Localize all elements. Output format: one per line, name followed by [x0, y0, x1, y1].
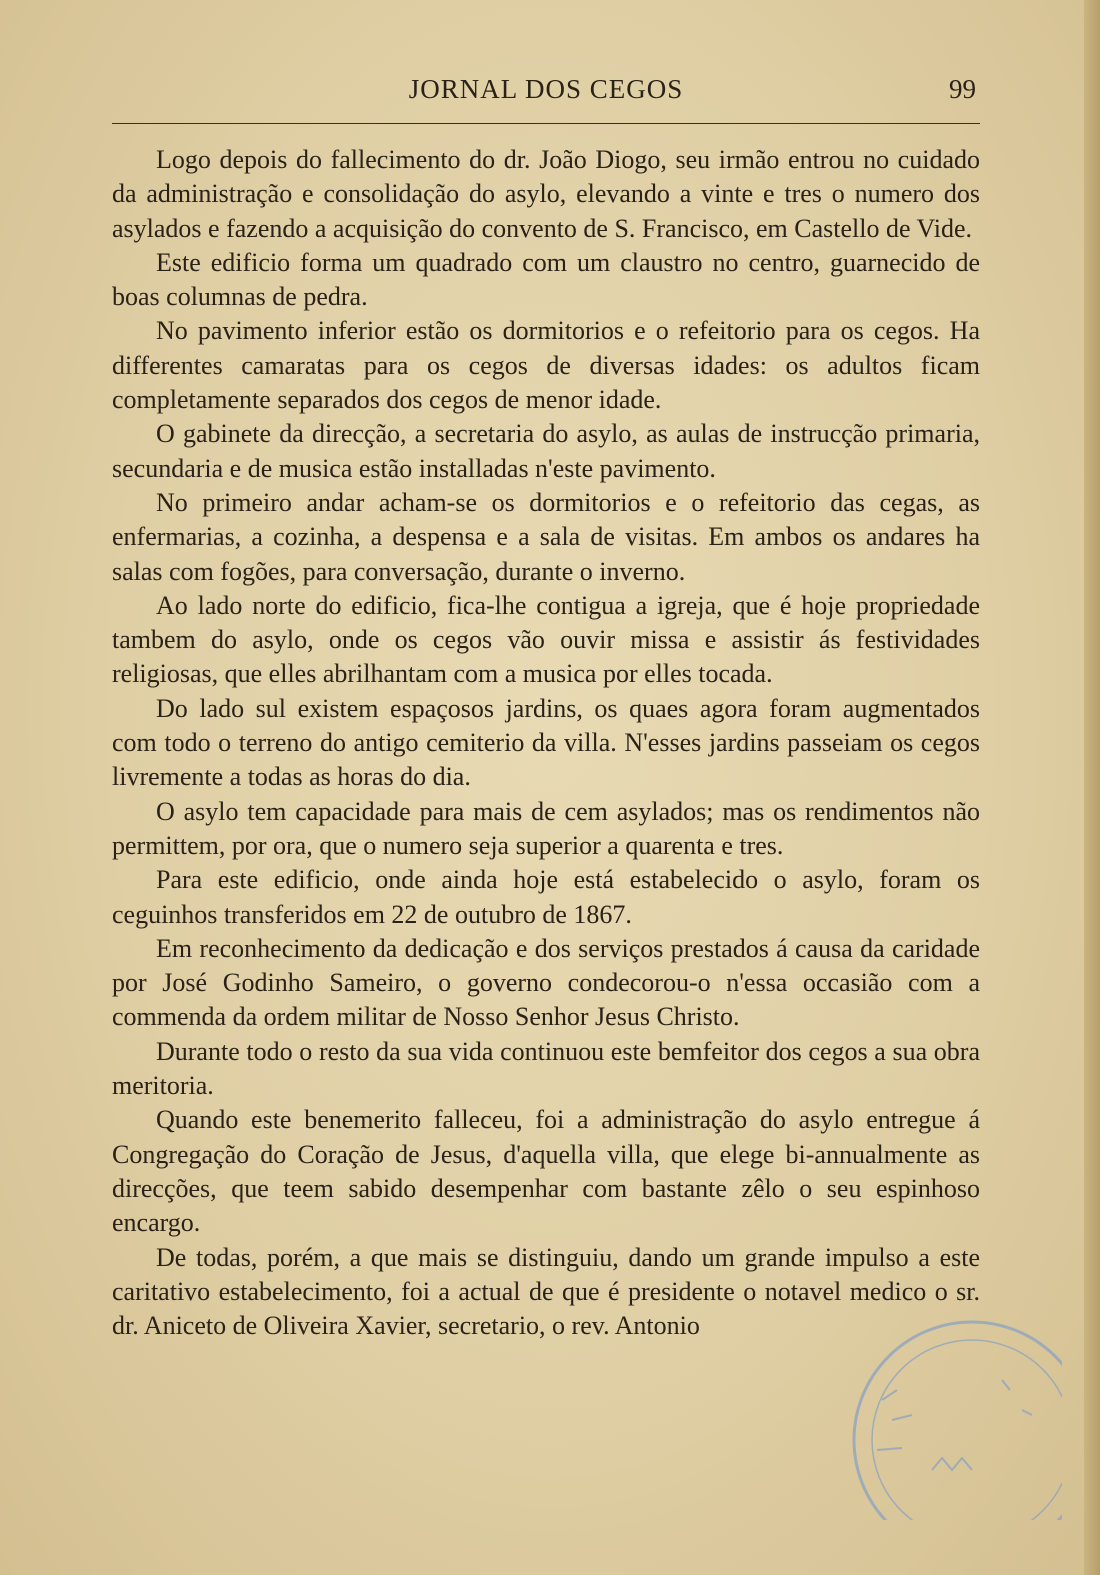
paragraph: Logo depois do fallecimento do dr. João Diogo, seu irmão entrou no cuidado da administração e consolidação do asylo, elevando a vinte e tres o numero dos asylados e fazendo a acquisição do convento de S. Francisco, em Castello de Vide. [112, 145, 980, 243]
paragraph: Este edificio forma um quadrado com um claustro no centro, guarnecido de boas columnas de pedra. [112, 247, 980, 312]
paragraph: Quando este benemerito falleceu, foi a administração do asylo entregue á Congregação do Coração de Jesus, d'aquella villa, que elege bi-annualmente as direcções, que teem sabido desempenhar com bastante zêlo o seu espinhoso encargo. [112, 1105, 980, 1238]
paragraph: No pavimento inferior estão os dormitorios e o refeitorio para os cegos. Ha differentes camaratas para os cegos de diversas idades: os adultos ficam completamente separados dos cegos de menor idade. [112, 316, 980, 415]
running-header [112, 74, 980, 110]
header-rule [112, 123, 980, 124]
article-body [112, 143, 980, 1343]
paragraph: De todas, porém, a que mais se distinguiu, dando um grande impulso a este caritativo estabelecimento, foi a actual de que é presidente o notavel medico o sr. dr. Aniceto de Oliveira Xavier, secretario, o rev. Antonio [112, 1242, 980, 1341]
paragraph: Em reconhecimento da dedicação e dos serviços prestados á causa da caridade por José Godinho Sameiro, o governo condecorou-o n'essa occasião com a commenda da ordem militar de Nosso Senhor Jesus Christo. [112, 933, 980, 1032]
paragraph: O gabinete da direcção, a secretaria do asylo, as aulas de instrucção primaria, secundaria e de musica estão installadas n'este pavimento. [112, 419, 980, 483]
stamp-icon [854, 1322, 1062, 1520]
paragraph: Para este edificio, onde ainda hoje está estabelecido o asylo, foram os ceguinhos transferidos em 22 de outubro de 1867. [112, 865, 980, 929]
page-edge [1084, 0, 1100, 1575]
paragraph: Do lado sul existem espaçosos jardins, os quaes agora foram augmentados com todo o terreno do antigo cemiterio da villa. N'esses jardins passeiam os cegos livremente a todas as horas do dia. [112, 693, 980, 792]
paragraph: No primeiro andar acham-se os dormitorios e o refeitorio das cegas, as enfermarias, a cozinha, a despensa e a sala de visitas. Em ambos os andares ha salas com fogões, para conversação, durante o inverno. [112, 487, 980, 586]
journal-title: JORNAL DOS CEGOS [408, 74, 684, 104]
paragraph: Ao lado norte do edificio, fica-lhe contigua a igreja, que é hoje propriedade tambem do asylo, onde os cegos vão ouvir missa e assistir ás festividades religiosas, que elles abrilhantam com a musica por elles tocada. [112, 590, 980, 689]
page-number: 99 [949, 74, 976, 104]
library-stamp [822, 1320, 1062, 1520]
paragraph: O asylo tem capacidade para mais de cem asylados; mas os rendimentos não permittem, por ora, que o numero seja superior a quarenta e tres. [112, 796, 980, 860]
paragraph: Durante todo o resto da sua vida continuou este bemfeitor dos cegos a sua obra meritoria. [112, 1036, 980, 1101]
